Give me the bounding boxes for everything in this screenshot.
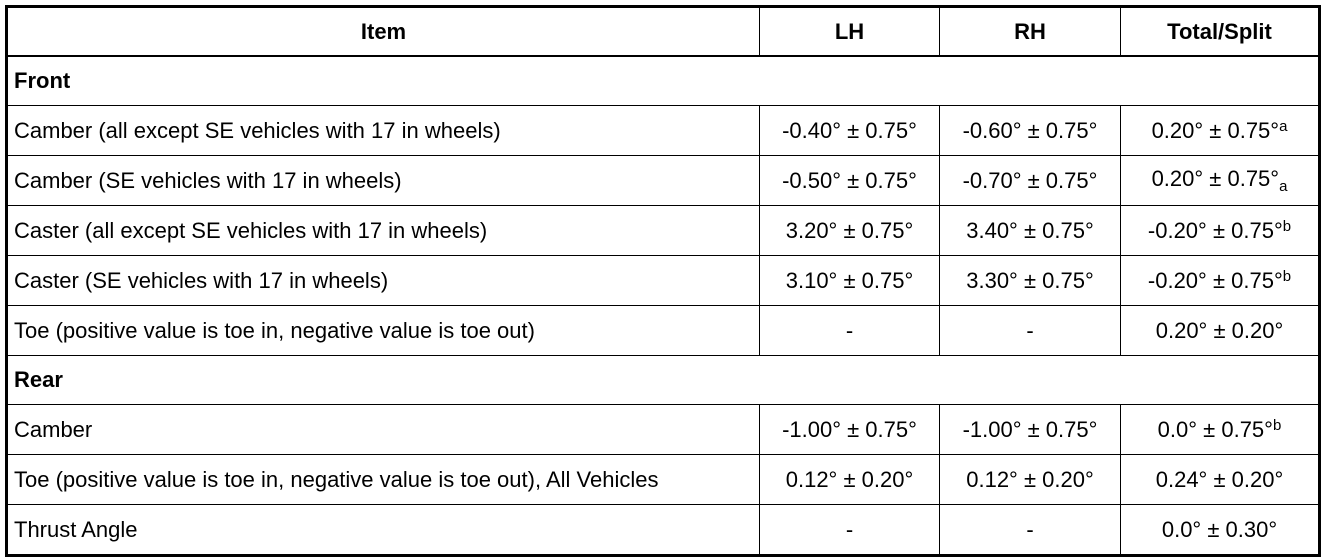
rh-cell-text: -1.00° ± 0.75° (962, 416, 1098, 442)
item-cell-text: Toe (positive value is toe in, negative value is toe out) (14, 317, 535, 343)
table-row (7, 505, 1320, 556)
item-cell-text: Caster (SE vehicles with 17 in wheels) (14, 267, 389, 293)
footnote-marker: b (1272, 416, 1282, 434)
alignment-spec-table (5, 5, 1321, 557)
total-split-cell (1121, 405, 1320, 455)
rh-cell-text: - (1026, 516, 1034, 542)
rh-cell (940, 256, 1121, 306)
rh-cell-text: -0.60° ± 0.75° (962, 117, 1098, 143)
lh-cell-text: -0.50° ± 0.75° (782, 167, 917, 193)
total-split-cell (1121, 306, 1320, 356)
section-title: Rear (7, 356, 1320, 405)
item-cell (7, 405, 760, 455)
alignment-spec-table-container (5, 5, 1321, 557)
header-rh: RH (940, 7, 1121, 57)
table-row (7, 256, 1320, 306)
total-split-cell-text: 0.0° ± 0.30° (1161, 516, 1278, 542)
item-cell-text: Caster (all except SE vehicles with 17 in wheels) (14, 217, 488, 243)
rh-cell (940, 505, 1121, 556)
footnote-marker: a (1279, 117, 1288, 135)
header-item: Item (7, 7, 760, 57)
item-cell (7, 306, 760, 356)
table-header-row (7, 7, 1320, 57)
footnote-marker: b (1282, 267, 1292, 285)
lh-cell (760, 455, 940, 505)
item-cell-text: Camber (SE vehicles with 17 in wheels) (14, 167, 402, 193)
table-row (7, 306, 1320, 356)
rh-cell (940, 455, 1121, 505)
total-split-cell-text: 0.0° ± 0.75° (1157, 416, 1273, 442)
lh-cell-text: - (845, 516, 854, 542)
rh-cell (940, 206, 1121, 256)
item-cell (7, 455, 760, 505)
item-cell-text: Thrust Angle (14, 516, 138, 542)
header-total-split: Total/Split (1121, 7, 1320, 57)
lh-cell (760, 256, 940, 306)
header-lh: LH (760, 7, 940, 57)
lh-cell-text: 0.12° ± 0.20° (785, 466, 914, 492)
item-cell-text: Toe (positive value is toe in, negative value is toe out), All Vehicles (14, 466, 659, 492)
lh-cell (760, 206, 940, 256)
lh-cell-text: 3.10° ± 0.75° (785, 267, 914, 293)
section-row-front (7, 56, 1320, 106)
item-cell (7, 256, 760, 306)
section-row-rear (7, 356, 1320, 405)
total-split-cell-text: 0.20° ± 0.20° (1155, 317, 1284, 343)
rh-cell-text: 3.40° ± 0.75° (966, 217, 1094, 243)
footnote-marker: b (1282, 217, 1292, 235)
lh-cell (760, 106, 940, 156)
total-split-cell (1121, 156, 1320, 206)
total-split-cell-text: 0.20° ± 0.75° (1151, 166, 1280, 191)
item-cell-text: Camber (all except SE vehicles with 17 in wheels) (14, 117, 501, 143)
lh-cell-text: - (845, 317, 854, 343)
total-split-cell-text: 0.24° ± 0.20° (1155, 466, 1284, 492)
rh-cell (940, 405, 1121, 455)
rh-cell-text: -0.70° ± 0.75° (962, 167, 1098, 193)
total-split-cell-text: 0.20° ± 0.75° (1151, 117, 1280, 143)
rh-cell-text: 3.30° ± 0.75° (966, 267, 1094, 293)
total-split-cell-text: -0.20° ± 0.75° (1147, 267, 1283, 293)
total-split-cell (1121, 505, 1320, 556)
item-cell (7, 505, 760, 556)
rh-cell-text: - (1026, 317, 1034, 343)
rh-cell (940, 106, 1121, 156)
item-cell (7, 206, 760, 256)
total-split-cell (1121, 256, 1320, 306)
lh-cell-text: 3.20° ± 0.75° (785, 217, 914, 243)
total-split-cell-text: -0.20° ± 0.75° (1147, 217, 1283, 243)
table-row (7, 156, 1320, 206)
rh-cell (940, 306, 1121, 356)
footnote-marker: a (1279, 178, 1288, 195)
lh-cell-text: -0.40° ± 0.75° (782, 117, 917, 143)
rh-cell (940, 156, 1121, 206)
lh-cell-text: -1.00° ± 0.75° (782, 416, 917, 442)
item-cell (7, 106, 760, 156)
table-row (7, 405, 1320, 455)
total-split-cell (1121, 206, 1320, 256)
lh-cell (760, 405, 940, 455)
table-body (7, 56, 1320, 556)
table-row (7, 206, 1320, 256)
rh-cell-text: 0.12° ± 0.20° (966, 466, 1094, 492)
section-title: Front (7, 56, 1320, 106)
item-cell-text: Camber (14, 416, 93, 442)
table-row (7, 455, 1320, 505)
item-cell (7, 156, 760, 206)
lh-cell (760, 306, 940, 356)
total-split-cell (1121, 455, 1320, 505)
total-split-cell (1121, 106, 1320, 156)
lh-cell (760, 505, 940, 556)
lh-cell (760, 156, 940, 206)
table-row (7, 106, 1320, 156)
